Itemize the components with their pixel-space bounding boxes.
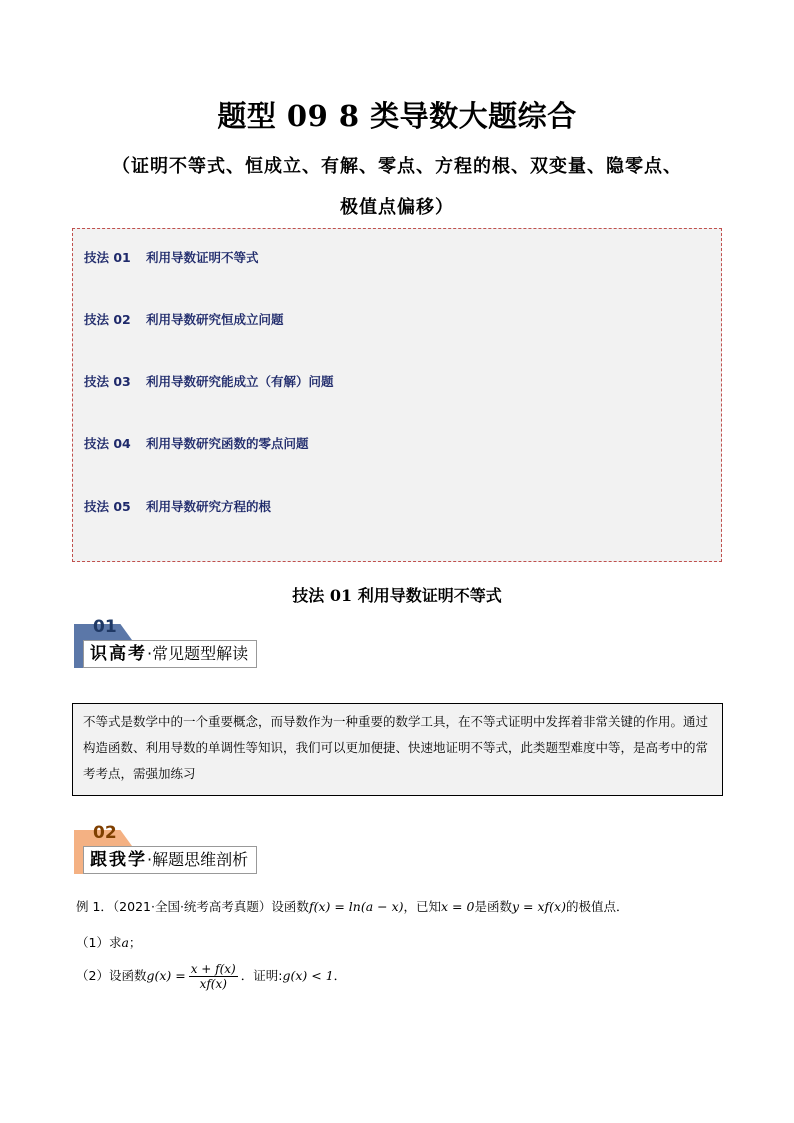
fraction-denominator: xf(x) — [199, 977, 227, 991]
toc-item-number: 技法 04 — [84, 436, 131, 451]
subtitle-line-1: （证明不等式、恒成立、有解、零点、方程的根、双变量、隐零点、 — [112, 156, 682, 177]
badge-label — [83, 846, 257, 874]
question-1-prefix: （1）求 — [76, 935, 122, 950]
toc-item-text: 利用导数证明不等式 — [146, 250, 259, 265]
badge-label — [83, 640, 257, 668]
math-function-y: y = xf(x) — [511, 899, 566, 914]
toc-item-text: 利用导数研究函数的零点问题 — [146, 436, 309, 451]
badge-label-strong: 识高考 — [90, 644, 147, 664]
question-2-prefix: （2）设函数 — [76, 968, 147, 983]
math-function-f: f(x) = ln(a − x) — [308, 899, 404, 914]
badge-label-rest: ·常见题型解读 — [147, 644, 249, 663]
question-1-suffix: ； — [128, 935, 142, 950]
example-prefix: 例 1．（2021·全国·统考高考真题）设函数 — [76, 899, 309, 914]
toc-item-number: 技法 05 — [84, 499, 131, 514]
toc-item-number: 技法 01 — [84, 250, 131, 265]
section-heading: 技法 01 利用导数证明不等式 — [292, 586, 502, 605]
intro-box: 不等式是数学中的一个重要概念，而导数作为一种重要的数学工具，在不等式证明中发挥着非常关键的作用。通过构造函数、利用导数的单调性等知识，我们可以更加便捷、快速地证明不等式，此类题型难度中等，是高考中的常考考点，需强加练习 — [72, 703, 723, 796]
fraction-numerator: x + f(x) — [190, 962, 236, 976]
example-line-1 — [76, 897, 628, 915]
example-line-2 — [76, 933, 141, 951]
toc-item-2[interactable] — [84, 310, 284, 328]
math-function-g: g(x) = — [146, 968, 186, 983]
math-variable-a: a — [121, 935, 129, 950]
toc-item-text: 利用导数研究方程的根 — [146, 499, 272, 514]
table-of-contents — [72, 228, 722, 562]
page-subtitle — [60, 146, 734, 228]
question-2-suffix: ． — [333, 968, 347, 983]
example-text: ，已知 — [403, 899, 442, 914]
toc-item-4[interactable] — [84, 434, 309, 452]
toc-item-1[interactable] — [84, 248, 259, 266]
math-inequality: g(x) < 1 — [282, 968, 334, 983]
math-condition: x = 0 — [441, 899, 475, 914]
section-badge-01 — [74, 617, 314, 674]
page-title: 题型 09 8 类导数大题综合 — [217, 99, 577, 133]
math-fraction — [189, 962, 238, 991]
toc-item-3[interactable] — [84, 372, 334, 390]
toc-item-text: 利用导数研究恒成立问题 — [146, 312, 284, 327]
toc-item-number: 技法 03 — [84, 374, 131, 389]
toc-item-number: 技法 02 — [84, 312, 131, 327]
section-badge-02 — [74, 823, 314, 880]
question-2-text: ．证明: — [240, 968, 283, 983]
example-text: 的极值点． — [565, 899, 629, 914]
subtitle-line-2: 极值点偏移） — [340, 197, 454, 218]
badge-number: 01 — [93, 617, 117, 637]
badge-label-rest: ·解题思维剖析 — [147, 850, 249, 869]
example-text: 是函数 — [474, 899, 512, 914]
badge-number: 02 — [93, 823, 117, 843]
toc-item-5[interactable] — [84, 497, 271, 515]
example-line-3 — [76, 962, 346, 991]
toc-item-text: 利用导数研究能成立（有解）问题 — [146, 374, 334, 389]
badge-label-strong: 跟我学 — [90, 850, 147, 870]
